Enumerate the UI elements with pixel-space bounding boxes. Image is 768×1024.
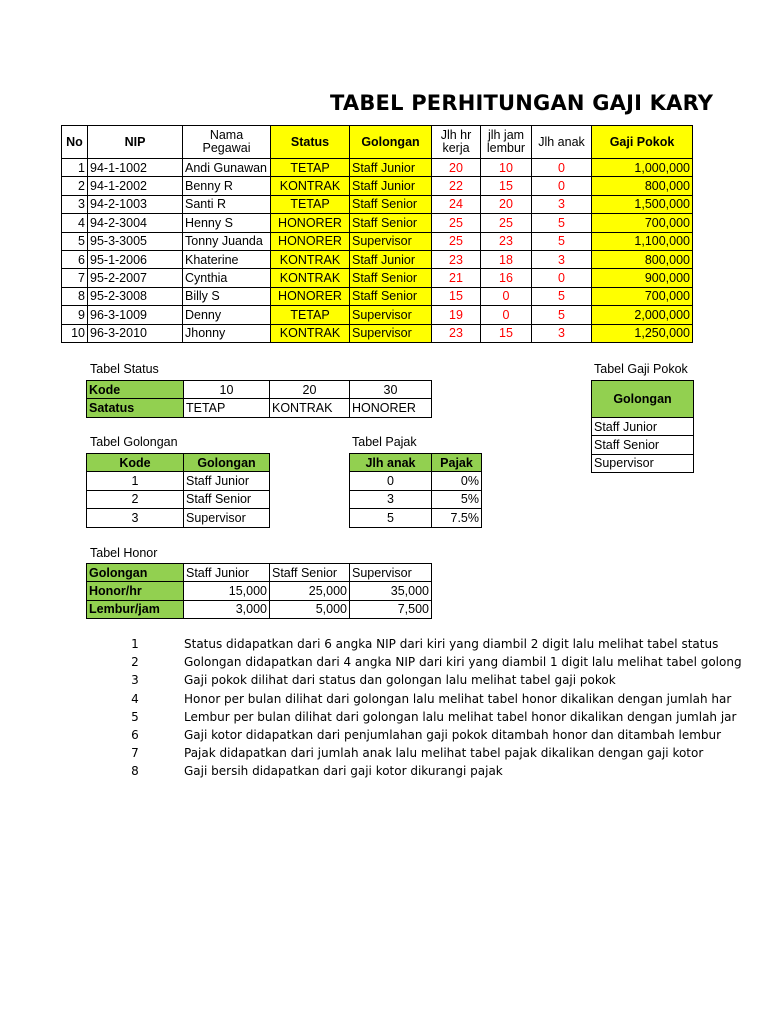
note-text: Gaji bersih didapatkan dari gaji kotor dikurangi pajak	[184, 764, 503, 779]
cell-nama[interactable]: Benny R	[183, 177, 271, 195]
golongan-name-cell[interactable]: Staff Senior	[184, 490, 270, 508]
golongan-row	[87, 509, 270, 527]
cell-golongan[interactable]: Staff Senior	[350, 214, 432, 232]
cell-jlh-hr[interactable]: 25	[432, 232, 481, 250]
pajak-jlh-anak-cell[interactable]: 0	[350, 472, 432, 490]
cell-nama[interactable]: Tonny Juanda	[183, 232, 271, 250]
golongan-table-label: Tabel Golongan	[90, 435, 178, 449]
cell-gaji-pokok[interactable]: 1,100,000	[592, 232, 693, 250]
table-row	[62, 214, 693, 232]
honor-golongan-cell[interactable]: Supervisor	[350, 564, 432, 582]
cell-status[interactable]: KONTRAK	[271, 177, 350, 195]
honor-table-label: Tabel Honor	[90, 546, 158, 560]
col-header-nama: Nama Pegawai	[183, 126, 271, 159]
note-number: 2	[131, 655, 139, 670]
note-text: Gaji kotor didapatkan dari penjumlahan gaji pokok ditambah honor dan ditambah lembur	[184, 728, 722, 742]
note-text: Honor per bulan dilihat dari golongan lalu melihat tabel honor dikalikan dengan jumlah har	[184, 691, 732, 706]
table-row	[62, 232, 693, 250]
cell-jlh-jam[interactable]: 16	[481, 269, 532, 287]
cell-jlh-hr[interactable]: 22	[432, 177, 481, 195]
cell-nama[interactable]: Henny S	[183, 214, 271, 232]
cell-jlh-hr[interactable]: 25	[432, 214, 481, 232]
cell-nip[interactable]: 95-2-2007	[88, 269, 183, 287]
honor-golongan-cell[interactable]: Staff Senior	[270, 564, 350, 582]
note-item	[0, 692, 768, 710]
cell-status[interactable]: TETAP	[271, 195, 350, 213]
col-header-nip: NIP	[88, 126, 183, 159]
status-kode-label: Kode	[87, 381, 184, 399]
honor-per-hr-label: Honor/hr	[87, 582, 184, 600]
pajak-row	[350, 509, 482, 527]
cell-jlh-hr[interactable]: 23	[432, 250, 481, 268]
honor-value-cell[interactable]: 25,000	[270, 582, 350, 600]
cell-golongan[interactable]: Staff Junior	[350, 177, 432, 195]
cell-golongan[interactable]: Staff Senior	[350, 269, 432, 287]
col-header-no: No	[62, 126, 88, 159]
cell-status[interactable]: TETAP	[271, 306, 350, 324]
honor-table	[86, 563, 432, 619]
col-header-jlh-anak: Jlh anak	[532, 126, 592, 159]
cell-nip[interactable]: 95-1-2006	[88, 250, 183, 268]
salary-table	[61, 125, 693, 343]
cell-status[interactable]: HONORER	[271, 232, 350, 250]
gaji-pokok-row	[592, 436, 694, 454]
note-text: Golongan didapatkan dari 4 angka NIP dari kiri yang diambil 1 digit lalu melihat tabel golong	[184, 655, 742, 670]
gaji-pokok-table	[591, 380, 694, 473]
status-value-cell[interactable]: HONORER	[350, 399, 432, 417]
pajak-row	[350, 490, 482, 508]
note-text: Lembur per bulan dilihat dari golongan lalu melihat tabel honor dikalikan dengan jumlah jar	[184, 709, 737, 724]
pajak-jlh-anak-cell[interactable]: 3	[350, 490, 432, 508]
cell-jlh-anak[interactable]: 5	[532, 306, 592, 324]
table-row	[62, 269, 693, 287]
cell-nip[interactable]: 96-3-2010	[88, 324, 183, 342]
cell-golongan[interactable]: Staff Senior	[350, 287, 432, 305]
cell-nip[interactable]: 96-3-1009	[88, 306, 183, 324]
cell-jlh-jam[interactable]: 25	[481, 214, 532, 232]
cell-gaji-pokok[interactable]: 700,000	[592, 287, 693, 305]
cell-golongan[interactable]: Supervisor	[350, 306, 432, 324]
cell-no[interactable]: 5	[62, 232, 88, 250]
gaji-pokok-golongan-cell[interactable]: Supervisor	[592, 454, 694, 472]
cell-jlh-jam[interactable]: 15	[481, 324, 532, 342]
cell-gaji-pokok[interactable]: 900,000	[592, 269, 693, 287]
cell-golongan[interactable]: Staff Senior	[350, 195, 432, 213]
cell-no[interactable]: 6	[62, 250, 88, 268]
pajak-header-jlh-anak: Jlh anak	[350, 454, 432, 472]
cell-jlh-jam[interactable]: 15	[481, 177, 532, 195]
gaji-pokok-table-label: Tabel Gaji Pokok	[594, 362, 688, 376]
cell-golongan[interactable]: Supervisor	[350, 232, 432, 250]
table-row	[62, 306, 693, 324]
cell-nama[interactable]: Cynthia	[183, 269, 271, 287]
golongan-kode-cell[interactable]: 2	[87, 490, 184, 508]
cell-jlh-hr[interactable]: 23	[432, 324, 481, 342]
cell-status[interactable]: HONORER	[271, 214, 350, 232]
golongan-row	[87, 490, 270, 508]
cell-status[interactable]: KONTRAK	[271, 324, 350, 342]
lembur-value-cell[interactable]: 7,500	[350, 600, 432, 618]
golongan-header-kode: Kode	[87, 454, 184, 472]
note-number: 6	[131, 728, 139, 742]
sheet-title: TABEL PERHITUNGAN GAJI KARY	[330, 91, 714, 115]
status-value-cell[interactable]: TETAP	[184, 399, 270, 417]
cell-no[interactable]: 4	[62, 214, 88, 232]
cell-nama[interactable]: Denny	[183, 306, 271, 324]
cell-nip[interactable]: 94-2-3004	[88, 214, 183, 232]
status-kode-cell[interactable]: 30	[350, 381, 432, 399]
cell-no[interactable]: 9	[62, 306, 88, 324]
golongan-kode-cell[interactable]: 3	[87, 509, 184, 527]
honor-golongan-label: Golongan	[87, 564, 184, 582]
cell-no[interactable]: 7	[62, 269, 88, 287]
cell-gaji-pokok[interactable]: 800,000	[592, 250, 693, 268]
lembur-value-cell[interactable]: 5,000	[270, 600, 350, 618]
pajak-header-pajak: Pajak	[432, 454, 482, 472]
cell-gaji-pokok[interactable]: 1,250,000	[592, 324, 693, 342]
note-item	[0, 764, 768, 782]
cell-gaji-pokok[interactable]: 1,000,000	[592, 159, 693, 177]
cell-jlh-jam[interactable]: 10	[481, 159, 532, 177]
note-item	[0, 728, 768, 746]
table-row	[62, 324, 693, 342]
cell-golongan[interactable]: Supervisor	[350, 324, 432, 342]
pajak-value-cell[interactable]: 5%	[432, 490, 482, 508]
cell-jlh-anak[interactable]: 3	[532, 250, 592, 268]
cell-jlh-jam[interactable]: 23	[481, 232, 532, 250]
table-row	[62, 287, 693, 305]
note-item	[0, 637, 768, 655]
cell-golongan[interactable]: Staff Junior	[350, 159, 432, 177]
cell-nip[interactable]: 94-1-2002	[88, 177, 183, 195]
cell-nama[interactable]: Andi Gunawan	[183, 159, 271, 177]
pajak-jlh-anak-cell[interactable]: 5	[350, 509, 432, 527]
cell-nama[interactable]: Santi R	[183, 195, 271, 213]
cell-jlh-hr[interactable]: 24	[432, 195, 481, 213]
cell-gaji-pokok[interactable]: 1,500,000	[592, 195, 693, 213]
note-number: 3	[131, 673, 139, 688]
cell-nama[interactable]: Khaterine	[183, 250, 271, 268]
note-number: 8	[131, 764, 139, 779]
golongan-header-golongan: Golongan	[184, 454, 270, 472]
status-table-label: Tabel Status	[90, 362, 159, 376]
cell-nip[interactable]: 94-1-1002	[88, 159, 183, 177]
gaji-pokok-golongan-cell[interactable]: Staff Junior	[592, 418, 694, 436]
cell-gaji-pokok[interactable]: 2,000,000	[592, 306, 693, 324]
lembur-per-jam-label: Lembur/jam	[87, 600, 184, 618]
note-number: 4	[131, 691, 139, 706]
table-row	[62, 159, 693, 177]
col-header-status: Status	[271, 126, 350, 159]
note-text: Gaji pokok dilihat dari status dan golongan lalu melihat tabel gaji pokok	[184, 673, 616, 688]
cell-no[interactable]: 8	[62, 287, 88, 305]
cell-gaji-pokok[interactable]: 700,000	[592, 214, 693, 232]
note-item	[0, 655, 768, 673]
cell-jlh-jam[interactable]: 0	[481, 306, 532, 324]
cell-jlh-jam[interactable]: 18	[481, 250, 532, 268]
cell-nama[interactable]: Billy S	[183, 287, 271, 305]
pajak-table-label: Tabel Pajak	[352, 435, 417, 449]
status-kode-cell[interactable]: 10	[184, 381, 270, 399]
honor-value-cell[interactable]: 15,000	[184, 582, 270, 600]
cell-jlh-anak[interactable]: 3	[532, 324, 592, 342]
col-header-jlh-jam: jlh jam lembur	[481, 126, 532, 159]
gaji-pokok-golongan-cell[interactable]: Staff Senior	[592, 436, 694, 454]
cell-no[interactable]: 10	[62, 324, 88, 342]
table-row	[62, 250, 693, 268]
note-number: 5	[131, 709, 139, 724]
cell-jlh-anak[interactable]: 5	[532, 232, 592, 250]
status-table	[86, 380, 432, 418]
status-kode-cell[interactable]: 20	[270, 381, 350, 399]
cell-jlh-hr[interactable]: 15	[432, 287, 481, 305]
cell-no[interactable]: 2	[62, 177, 88, 195]
cell-no[interactable]: 1	[62, 159, 88, 177]
table-row	[62, 177, 693, 195]
col-header-golongan: Golongan	[350, 126, 432, 159]
golongan-name-cell[interactable]: Staff Junior	[184, 472, 270, 490]
cell-golongan[interactable]: Staff Junior	[350, 250, 432, 268]
note-number: 1	[131, 637, 139, 651]
cell-nip[interactable]: 94-2-1003	[88, 195, 183, 213]
cell-jlh-jam[interactable]: 0	[481, 287, 532, 305]
golongan-kode-cell[interactable]: 1	[87, 472, 184, 490]
cell-jlh-anak[interactable]: 0	[532, 159, 592, 177]
cell-status[interactable]: HONORER	[271, 287, 350, 305]
cell-gaji-pokok[interactable]: 800,000	[592, 177, 693, 195]
status-satatus-label: Satatus	[87, 399, 184, 417]
status-value-cell[interactable]: KONTRAK	[270, 399, 350, 417]
col-header-gaji-pokok: Gaji Pokok	[592, 126, 693, 159]
cell-status[interactable]: KONTRAK	[271, 250, 350, 268]
honor-golongan-cell[interactable]: Staff Junior	[184, 564, 270, 582]
note-number: 7	[131, 746, 139, 761]
cell-jlh-anak[interactable]: 3	[532, 195, 592, 213]
salary-table-header	[62, 126, 693, 159]
gaji-pokok-header-golongan: Golongan	[592, 381, 694, 418]
table-row	[62, 195, 693, 213]
golongan-table	[86, 453, 270, 528]
cell-jlh-hr[interactable]: 21	[432, 269, 481, 287]
cell-jlh-hr[interactable]: 20	[432, 159, 481, 177]
cell-jlh-anak[interactable]: 5	[532, 214, 592, 232]
note-text: Status didapatkan dari 6 angka NIP dari kiri yang diambil 2 digit lalu melihat tabel status	[184, 637, 719, 651]
cell-status[interactable]: TETAP	[271, 159, 350, 177]
pajak-row	[350, 472, 482, 490]
pajak-table	[349, 453, 482, 528]
honor-value-cell[interactable]: 35,000	[350, 582, 432, 600]
cell-jlh-anak[interactable]: 0	[532, 177, 592, 195]
pajak-value-cell[interactable]: 0%	[432, 472, 482, 490]
note-item	[0, 710, 768, 728]
cell-status[interactable]: KONTRAK	[271, 269, 350, 287]
golongan-row	[87, 472, 270, 490]
cell-jlh-anak[interactable]: 0	[532, 269, 592, 287]
cell-nama[interactable]: Jhonny	[183, 324, 271, 342]
cell-jlh-jam[interactable]: 20	[481, 195, 532, 213]
pajak-value-cell[interactable]: 7.5%	[432, 509, 482, 527]
cell-nip[interactable]: 95-3-3005	[88, 232, 183, 250]
golongan-name-cell[interactable]: Supervisor	[184, 509, 270, 527]
note-item	[0, 746, 768, 764]
cell-no[interactable]: 3	[62, 195, 88, 213]
col-header-jlh-hr: Jlh hr kerja	[432, 126, 481, 159]
cell-jlh-anak[interactable]: 5	[532, 287, 592, 305]
note-item	[0, 673, 768, 691]
gaji-pokok-row	[592, 418, 694, 436]
cell-nip[interactable]: 95-2-3008	[88, 287, 183, 305]
note-text: Pajak didapatkan dari jumlah anak lalu melihat tabel pajak dikalikan dengan gaji kotor	[184, 746, 704, 761]
lembur-value-cell[interactable]: 3,000	[184, 600, 270, 618]
cell-jlh-hr[interactable]: 19	[432, 306, 481, 324]
gaji-pokok-row	[592, 454, 694, 472]
